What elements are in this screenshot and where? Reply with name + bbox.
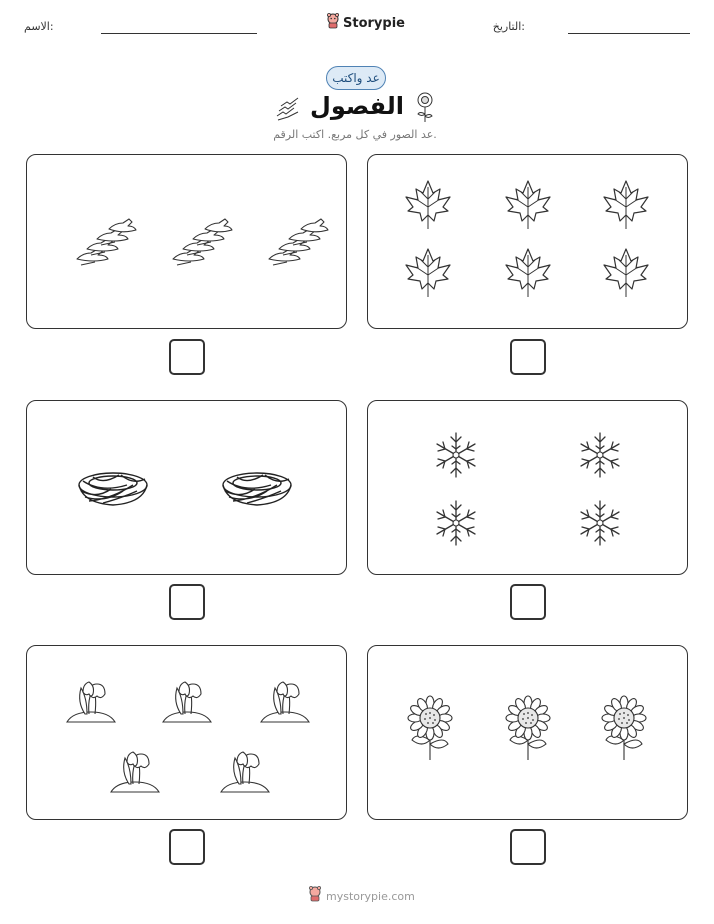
answer-box-geese[interactable] <box>169 339 205 375</box>
maple-leaf-icon <box>406 249 450 297</box>
page-title: الفصول <box>310 92 405 120</box>
flying-geese-icon <box>77 219 136 265</box>
answer-box-nests[interactable] <box>169 584 205 620</box>
snowflake-icon <box>437 501 475 545</box>
date-line[interactable] <box>568 33 690 34</box>
sunflower-icon <box>602 696 646 760</box>
storypie-mascot-icon <box>326 13 340 33</box>
sunflower-icon <box>408 696 452 760</box>
maple-leaf-icon <box>406 181 450 229</box>
snowdrops-group <box>27 646 348 821</box>
sunflowers-group <box>368 646 689 821</box>
maple-leaf-icon <box>506 249 550 297</box>
snowdrop-flower-icon <box>67 682 115 722</box>
instructions: عد الصور في كل مربع. اكتب الرقم. <box>273 128 437 141</box>
sunflower-icon <box>506 696 550 760</box>
flying-geese-icon <box>173 219 232 265</box>
panel-snowdrops <box>26 645 347 820</box>
panel-sunflowers <box>367 645 688 820</box>
answer-box-maple-leaves[interactable] <box>510 339 546 375</box>
name-line[interactable] <box>101 33 257 34</box>
bird-nest-icon <box>79 473 147 505</box>
snowflake-icon <box>437 433 475 477</box>
brand-name: Storypie <box>343 15 405 31</box>
snowdrop-flower-icon <box>163 682 211 722</box>
answer-box-snowflakes[interactable] <box>510 584 546 620</box>
activity-badge: عد واكتب <box>326 66 386 90</box>
geese-group <box>27 155 348 330</box>
flying-geese-icon <box>269 219 328 265</box>
footer-url: mystorypie.com <box>326 889 415 903</box>
panel-geese <box>26 154 347 329</box>
storypie-mascot-icon <box>308 886 322 906</box>
snowflake-icon <box>581 501 619 545</box>
panel-maple-leaves <box>367 154 688 329</box>
nests-group <box>27 401 348 576</box>
date-label: التاريخ: <box>492 20 525 33</box>
bird-nest-icon <box>223 473 291 505</box>
panel-snowflakes <box>367 400 688 575</box>
flying-geese-icon <box>274 94 304 128</box>
footer <box>308 886 415 906</box>
brand-logo <box>326 13 405 33</box>
panel-nests <box>26 400 347 575</box>
maple-leaves-group <box>368 155 689 330</box>
snowdrop-flower-icon <box>261 682 309 722</box>
name-label: الاسم: <box>24 20 54 33</box>
answer-box-sunflowers[interactable] <box>510 829 546 865</box>
maple-leaf-icon <box>604 249 648 297</box>
snowflakes-group <box>368 401 689 576</box>
snowdrop-flower-icon <box>111 752 159 792</box>
snowflake-icon <box>581 433 619 477</box>
sunflower-icon <box>414 91 436 127</box>
maple-leaf-icon <box>506 181 550 229</box>
answer-box-snowdrops[interactable] <box>169 829 205 865</box>
maple-leaf-icon <box>604 181 648 229</box>
snowdrop-flower-icon <box>221 752 269 792</box>
